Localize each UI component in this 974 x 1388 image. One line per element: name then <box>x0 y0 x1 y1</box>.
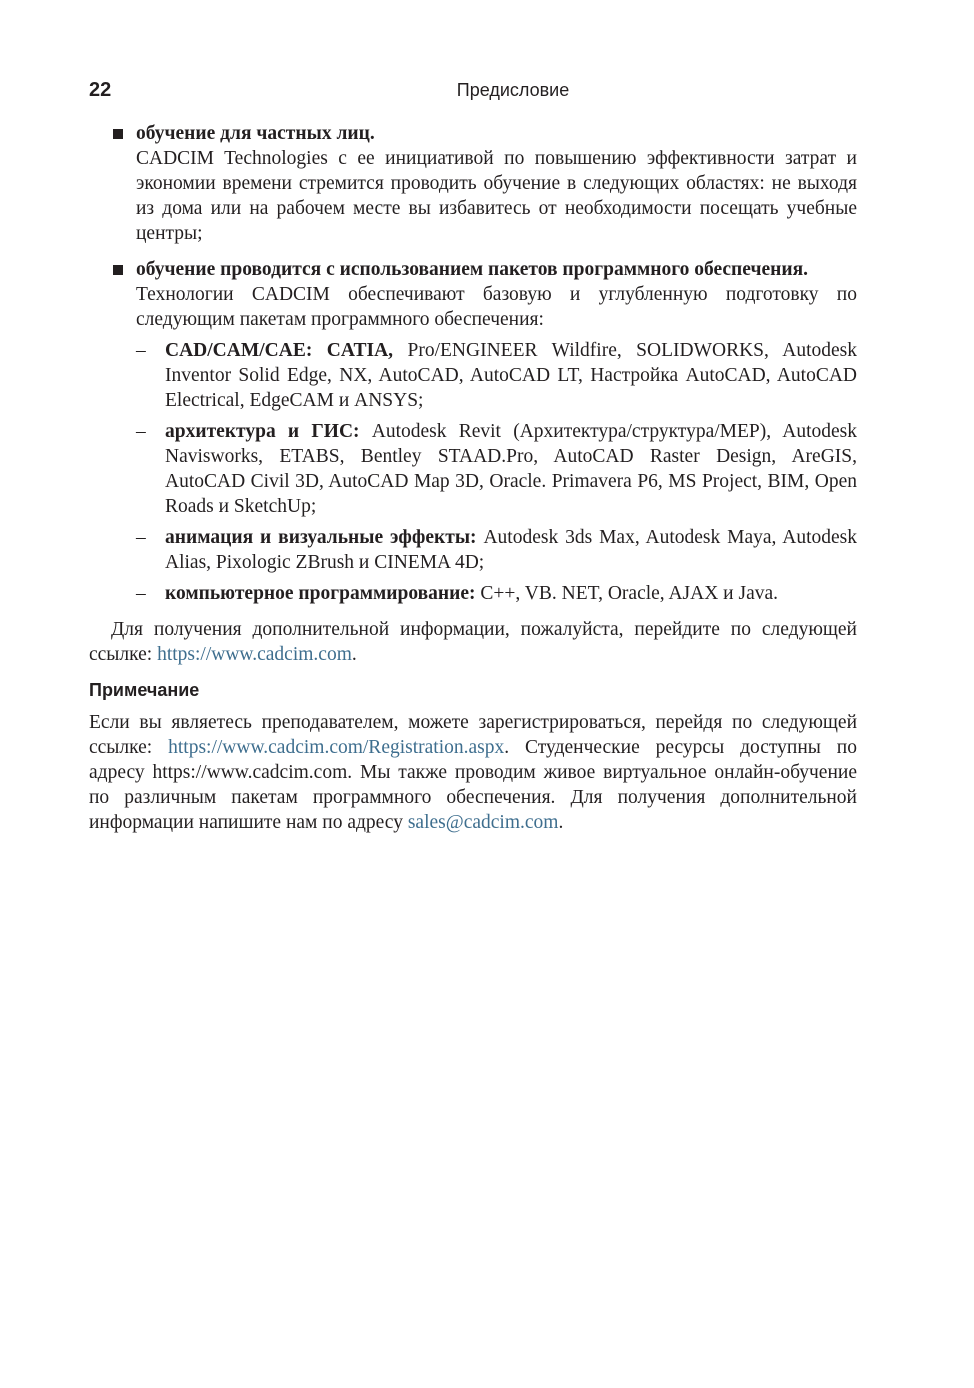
list-item-heading: анимация и визуальные эффекты: <box>165 527 477 548</box>
list-item-body: C++, VB. NET, Oracle, AJAX и Java. <box>475 583 779 604</box>
bullet-title: обучение проводится с использованием пакетов программного обеспечения. <box>136 259 808 280</box>
dash-bullet: – <box>136 583 146 604</box>
info-text-end: . <box>351 644 357 665</box>
dash-bullet: – <box>136 421 146 442</box>
info-text: Для получения дополнительной информации, пожалуйста, перейдите по следующей ссылке: <box>89 619 857 665</box>
bullet-text: Технологии CADCIM обеспечивают базовую и углубленную подготовку по следующим пакетам программного обеспечения: <box>136 284 857 330</box>
dash-bullet: – <box>136 340 146 361</box>
note-text: Если вы являетесь преподавателем, можете зарегистрироваться, перейдя по следующей ссылке: <box>89 712 857 758</box>
note-paragraph <box>89 710 857 835</box>
sales-email-link[interactable]: sales@cadcim.com <box>407 812 559 833</box>
dash-bullet: – <box>136 527 146 548</box>
list-item-heading: архитектура и ГИС: <box>165 421 360 442</box>
running-title: Предисловие <box>456 80 570 100</box>
bullet-item-private-training <box>89 121 857 246</box>
registration-link[interactable]: https://www.cadcim.com/Registration.aspx <box>168 737 505 758</box>
page-number: 22 <box>89 79 112 101</box>
list-item-body: Autodesk 3ds Max, Autodesk Maya, Autodesk Alias, Pixologic ZBrush и CINEMA 4D; <box>165 527 858 573</box>
bullet-text: CADCIM Technologies с ее инициативой по повышению эффективности затрат и экономии времени стремится проводить обучение в следующих областях: не выходя из дома или на рабочем месте вы избавитесь от необходимости посещать учебные центры; <box>136 148 857 244</box>
note-text: . Студенческие ресурсы доступны по адресу https://www.cadcim.com. Мы также проводим живое виртуальное онлайн-обучение по различным пакетам программного обеспечения. Для получения дополнительной информации напишите нам по адресу <box>89 737 857 833</box>
list-item-heading: CAD/CAM/CAE: CATIA, <box>165 340 394 361</box>
note-text-end: . <box>558 812 564 833</box>
page-content <box>89 121 857 835</box>
bullet-title: обучение для частных лиц. <box>136 123 375 144</box>
info-paragraph <box>89 617 857 667</box>
square-bullet-icon <box>113 265 123 275</box>
list-item-body: Pro/ENGINEER Wildfire, SOLIDWORKS, Autodesk Inventor Solid Edge, NX, AutoCAD, AutoCAD LT, Настройка AutoCAD, AutoCAD Electrical, EdgeCAM и ANSYS; <box>165 340 857 411</box>
list-item-architecture-gis <box>136 419 857 519</box>
note-heading: Примечание <box>89 680 200 700</box>
page-header <box>89 76 857 104</box>
list-item-animation-vfx <box>136 525 857 575</box>
cadcim-link[interactable]: https://www.cadcim.com <box>157 644 352 665</box>
bullet-item-software-training <box>89 257 857 606</box>
list-item-programming <box>136 581 857 606</box>
software-list <box>136 338 857 606</box>
list-item-cad-cam-cae <box>136 338 857 413</box>
list-item-heading: компьютерное программирование: <box>165 583 476 604</box>
list-item-body: Autodesk Revit (Архитектура/структура/MEP), Autodesk Navisworks, ETABS, Bentley STAAD.Pro, AutoCAD Raster Design, AreGIS, AutoCAD Civil 3D, AutoCAD Map 3D, Oracle. Primavera P6, MS Project, BIM, Open Roads и SketchUp; <box>165 421 857 517</box>
square-bullet-icon <box>113 129 123 139</box>
